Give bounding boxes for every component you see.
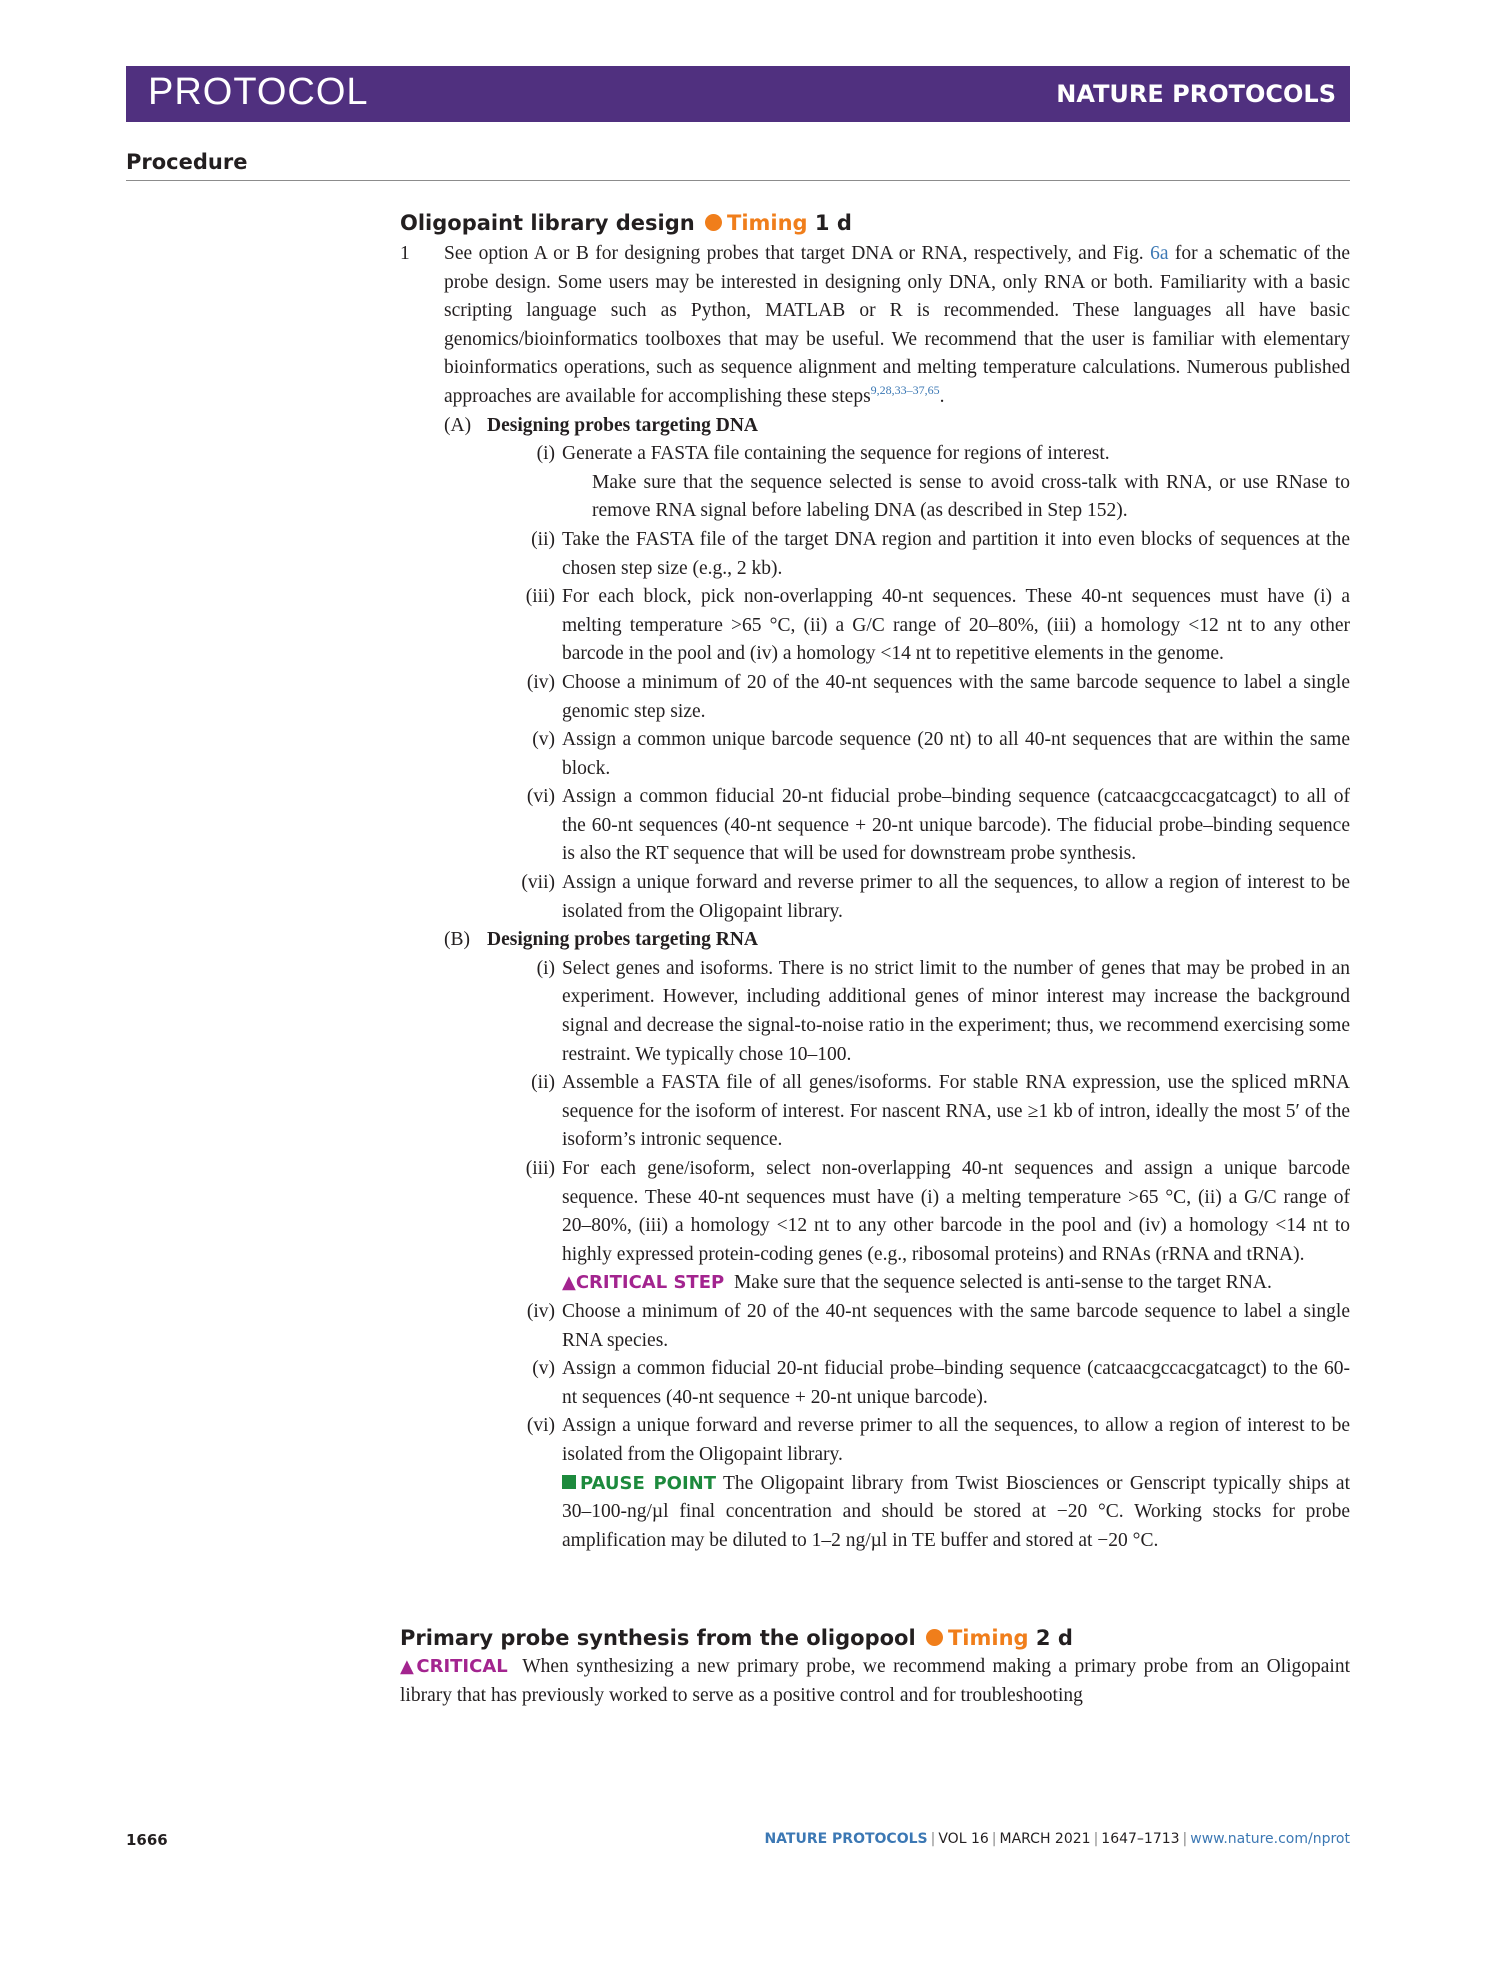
item-number: (i) bbox=[536, 957, 555, 979]
step-text-a: See option A or B for designing probes that target DNA or RNA, respectively, and Fig. bbox=[444, 243, 1151, 264]
item-number: (i) bbox=[536, 443, 555, 465]
item-text: Select genes and isoforms. There is no strict limit to the number of genes that may be probed in an experiment. However, including additional genes of minor interest may increase the background signal and decrease the signal-to-noise ratio in the experiment; thus, we recommend exercising some restraint. We typically chose 10–100. bbox=[562, 957, 1350, 1065]
item-number: (ii) bbox=[531, 1072, 555, 1094]
list-item bbox=[487, 869, 1350, 926]
list-item bbox=[487, 955, 1350, 1069]
timing-value: 2 d bbox=[1035, 1626, 1073, 1651]
list-item bbox=[487, 1298, 1350, 1355]
timing-label: Timing bbox=[947, 1626, 1029, 1651]
item-number: (iv) bbox=[526, 1300, 555, 1322]
item-text: For each gene/isoform, select non-overlapping 40-nt sequences and assign a unique barcode sequence. These 40-nt sequences must have (i) a melting temperature >65 °C, (ii) a G/C range of 20–80%, (iii) a homology <12 nt to any other barcode in the pool and (iv) a homology <14 nt to highly expressed protein-coding genes (e.g., ribosomal proteins) and RNAs (rRNA and tRNA). bbox=[562, 1158, 1350, 1265]
item-text: Assign a common unique barcode sequence (20 nt) to all 40-nt sequences that are within the same block. bbox=[562, 729, 1350, 779]
item-text: Assemble a FASTA file of all genes/isoforms. For stable RNA expression, use the spliced mRNA sequence for the isoform of interest. For nascent RNA, use ≥1 kb of intron, ideally the most 5′ of the isoform’s intronic sequence. bbox=[562, 1072, 1350, 1151]
footer-pages: 1647–1713 bbox=[1101, 1831, 1180, 1847]
option-a bbox=[444, 412, 1350, 927]
critical-note bbox=[400, 1653, 1350, 1710]
page-number: 1666 bbox=[126, 1831, 168, 1849]
critical-triangle-icon: ▲ bbox=[562, 1272, 576, 1294]
option-title: Designing probes targeting DNA bbox=[487, 414, 759, 436]
critical-step-label: CRITICAL STEP bbox=[575, 1272, 725, 1294]
critical-text: When synthesizing a new primary probe, we recommend making a primary probe from an Oligopaint library that has previously worked to serve as a positive control and for troubleshooting bbox=[400, 1656, 1351, 1706]
item-number: (iv) bbox=[526, 671, 555, 693]
pause-point bbox=[562, 1470, 1350, 1556]
item-text: Choose a minimum of 20 of the 40-nt sequences with the same barcode sequence to label a single genomic step size. bbox=[562, 671, 1350, 722]
section-title-oligopaint bbox=[400, 208, 1350, 238]
list-item bbox=[487, 669, 1350, 726]
item-number: (ii) bbox=[531, 528, 555, 550]
section-title-primary-probe bbox=[400, 1623, 1350, 1653]
list-item bbox=[487, 526, 1350, 583]
step-text-b: for a schematic of the probe design. Some users may be interested in designing only DNA, only RNA or both. Familiarity with a basic scripting language such as Python, MATLAB or R is recommended. These languages all have basic genomics/bioinformatics toolboxes that may be useful. We recommend that the user is familiar with elementary bioinformatics operations, such as sequence alignment and melting temperature calculations. Numerous published approaches are available for accomplishing these steps bbox=[444, 243, 1350, 407]
option-label: (A) bbox=[444, 414, 472, 436]
footer-volume: VOL 16 bbox=[938, 1831, 989, 1847]
critical-label: CRITICAL bbox=[416, 1656, 508, 1678]
list-item bbox=[487, 1412, 1350, 1555]
item-number: (vi) bbox=[526, 786, 555, 808]
item-note: Make sure that the sequence selected is sense to avoid cross-talk with RNA, or use RNase to remove RNA signal before labeling DNA (as described in Step 152). bbox=[592, 471, 1350, 522]
list-item bbox=[487, 1155, 1350, 1298]
section-title-text: Primary probe synthesis from the oligopool bbox=[400, 1626, 916, 1651]
timing-dot-icon bbox=[705, 214, 722, 231]
step-text-c: . bbox=[939, 385, 945, 407]
item-text: Assign a common fiducial 20-nt fiducial probe–binding sequence (catcaacgccacgatcagct) to all of the 60-nt sequences (40-nt sequence + 20-nt unique barcode). The fiducial probe–binding sequence is also the RT sequence that will be used for downstream probe synthesis. bbox=[562, 786, 1350, 865]
timing-value: 1 d bbox=[814, 211, 852, 235]
item-number: (vi) bbox=[526, 1415, 555, 1437]
item-number: (v) bbox=[532, 729, 555, 751]
timing-dot-icon bbox=[926, 1629, 943, 1646]
step-1 bbox=[400, 240, 1350, 1555]
item-number: (iii) bbox=[525, 1158, 555, 1179]
item-text: Assign a unique forward and reverse primer to all the sequences, to allow a region of interest to be isolated from the Oligopaint library. bbox=[562, 872, 1350, 922]
option-b bbox=[444, 926, 1350, 1555]
footer-url-link[interactable]: www.nature.com/nprot bbox=[1190, 1831, 1350, 1847]
header-banner bbox=[126, 66, 1350, 122]
item-text: Generate a FASTA file containing the sequence for regions of interest. bbox=[562, 443, 1110, 465]
pause-point-text: The Oligopaint library from Twist Biosciences or Genscript typically ships at 30–100-ng/µl final concentration and should be stored at −20 °C. Working stocks for probe amplification may be diluted to 1–2 ng/µl in TE buffer and stored at −20 °C. bbox=[562, 1472, 1351, 1551]
header-rule bbox=[126, 180, 1350, 181]
item-number: (vii) bbox=[521, 872, 555, 894]
item-number: (iii) bbox=[525, 586, 555, 608]
critical-step-text: Make sure that the sequence selected is anti-sense to the target RNA. bbox=[733, 1272, 1272, 1294]
list-item bbox=[487, 783, 1350, 869]
procedure-content bbox=[400, 208, 1350, 1711]
option-title: Designing probes targeting RNA bbox=[487, 929, 759, 951]
item-text: Assign a common fiducial 20-nt fiducial probe–binding sequence (catcaacgccacgatcagct) to the 60-nt sequences (40-nt sequence + 20-nt unique barcode). bbox=[562, 1358, 1350, 1408]
item-text: Choose a minimum of 20 of the 40-nt sequences with the same barcode sequence to label a single RNA species. bbox=[562, 1300, 1350, 1351]
item-text: Take the FASTA file of the target DNA region and partition it into even blocks of sequences at the chosen step size (e.g., 2 kb). bbox=[562, 528, 1350, 579]
item-text: Assign a unique forward and reverse primer to all the sequences, to allow a region of interest to be isolated from the Oligopaint library. bbox=[562, 1415, 1350, 1465]
critical-triangle-icon: ▲ bbox=[400, 1656, 417, 1678]
list-item bbox=[487, 1069, 1350, 1155]
list-item bbox=[487, 1355, 1350, 1412]
footer-journal: NATURE PROTOCOLS bbox=[764, 1831, 928, 1847]
list-item bbox=[487, 440, 1350, 526]
item-text: For each block, pick non-overlapping 40-nt sequences. These 40-nt sequences must have (i) a melting temperature >65 °C, (ii) a G/C range of 20–80%, (iii) a homology <12 nt to any other barcode in the pool and (iv) a homology <14 nt to repetitive elements in the genome. bbox=[562, 586, 1350, 665]
footer-citation: NATURE PROTOCOLS | VOL 16 | MARCH 2021 | 1647–1713 | www.nature.com/nprot bbox=[764, 1831, 1350, 1847]
option-label: (B) bbox=[444, 929, 470, 951]
banner-protocol-label: PROTOCOL bbox=[148, 71, 369, 113]
item-number: (v) bbox=[532, 1358, 555, 1380]
footer-date: MARCH 2021 bbox=[999, 1831, 1091, 1847]
pause-point-label: PAUSE POINT bbox=[580, 1472, 717, 1494]
figure-link[interactable]: 6a bbox=[1150, 243, 1169, 264]
reference-link[interactable]: 9,28,33–37,65 bbox=[870, 382, 940, 397]
critical-step bbox=[562, 1269, 1350, 1298]
list-item bbox=[487, 583, 1350, 669]
list-item bbox=[487, 726, 1350, 783]
banner-journal-name: NATURE PROTOCOLS bbox=[1056, 80, 1336, 108]
section-heading: Procedure bbox=[126, 150, 248, 174]
pause-square-icon bbox=[562, 1475, 576, 1489]
timing-label: Timing bbox=[727, 211, 808, 235]
section-title-text: Oligopaint library design bbox=[400, 211, 695, 235]
step-number: 1 bbox=[400, 243, 410, 264]
